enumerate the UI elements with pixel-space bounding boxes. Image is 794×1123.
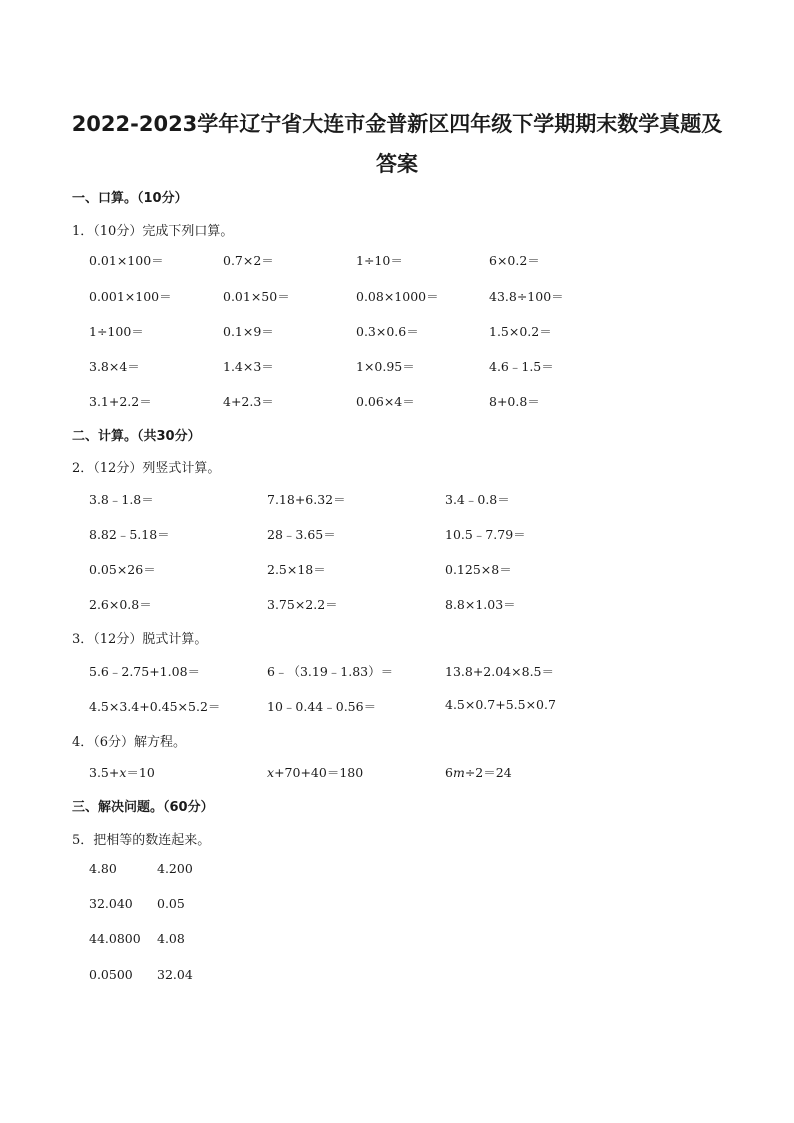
q5-left-number: 0.0500 — [89, 967, 133, 982]
equation-variable: x — [119, 765, 127, 780]
q2-row — [0, 560, 794, 578]
q1-item: 1.4×3＝ — [223, 359, 274, 374]
equation — [89, 763, 155, 781]
section-heading-3: 三、解决问题。（60分） — [72, 800, 214, 815]
q1-item: 6×0.2＝ — [489, 253, 540, 268]
q3-item: 4.5×3.4+0.45×5.2＝ — [89, 699, 221, 714]
equation — [267, 763, 363, 781]
equation-variable: m — [452, 765, 465, 780]
equation-part: 6 — [445, 765, 453, 780]
q5-right-number: 0.05 — [157, 896, 185, 911]
q2-item: 3.8﹣1.8＝ — [89, 492, 154, 507]
q1-item: 1÷100＝ — [89, 324, 144, 339]
q2-item: 28﹣3.65＝ — [267, 527, 336, 542]
q2-row — [0, 490, 794, 508]
q1-row — [0, 392, 794, 410]
title-line-2: 答案 — [376, 152, 418, 176]
q3-item: 10﹣0.44﹣0.56＝ — [267, 699, 377, 714]
q3-item: 4.5×0.7+5.5×0.7 — [445, 697, 556, 712]
q5-right-number: 4.200 — [157, 861, 193, 876]
q2-item: 2.6×0.8＝ — [89, 597, 152, 612]
q5-right-number: 32.04 — [157, 967, 193, 982]
q2-item: 0.05×26＝ — [89, 562, 156, 577]
title-line-1: 2022-2023学年辽宁省大连市金普新区四年级下学期期末数学真题及 — [71, 112, 723, 136]
q2-row — [0, 525, 794, 543]
q5-right-number: 4.08 — [157, 931, 185, 946]
q1-item: 0.3×0.6＝ — [356, 324, 419, 339]
q1-row — [0, 287, 794, 305]
q2-item: 8.8×1.03＝ — [445, 597, 516, 612]
equation — [445, 763, 512, 781]
q1-item: 4+2.3＝ — [223, 394, 274, 409]
q1-row — [0, 357, 794, 375]
q5-left-number: 44.0800 — [89, 931, 141, 946]
q1-item: 0.08×1000＝ — [356, 289, 439, 304]
q5-row — [0, 967, 794, 985]
section-heading-2: 二、计算。（共30分） — [72, 429, 201, 444]
q4-row — [0, 763, 794, 781]
q2-item: 2.5×18＝ — [267, 562, 326, 577]
question-5: 5．把相等的数连起来。 — [72, 833, 211, 848]
equation-variable: x — [267, 765, 275, 780]
q5-row — [0, 896, 794, 914]
section-heading-1: 一、口算。（10分） — [72, 191, 188, 206]
question-1: 1．（10分）完成下列口算。 — [72, 224, 234, 239]
q2-item: 0.125×8＝ — [445, 562, 512, 577]
q5-left-number: 32.040 — [89, 896, 133, 911]
q1-item: 4.6﹣1.5＝ — [489, 359, 554, 374]
equation-part: ＝10 — [126, 765, 155, 780]
q2-item: 7.18+6.32＝ — [267, 492, 346, 507]
equation-part: 3.5+ — [89, 765, 120, 780]
q5-row — [0, 931, 794, 949]
q5-left-number: 4.80 — [89, 861, 117, 876]
q2-item: 8.82﹣5.18＝ — [89, 527, 170, 542]
q1-row — [0, 251, 794, 269]
q1-item: 8+0.8＝ — [489, 394, 540, 409]
q1-item: 3.1+2.2＝ — [89, 394, 152, 409]
q1-row — [0, 322, 794, 340]
q3-item: 5.6﹣2.75+1.08＝ — [89, 664, 201, 679]
q1-item: 3.8×4＝ — [89, 359, 140, 374]
q3-row — [0, 697, 794, 715]
q1-item: 1÷10＝ — [356, 253, 403, 268]
q3-item: 13.8+2.04×8.5＝ — [445, 664, 554, 679]
equation-part: +70+40＝180 — [274, 765, 364, 780]
q2-item: 3.75×2.2＝ — [267, 597, 338, 612]
equation-part: ÷2＝24 — [464, 765, 512, 780]
q2-item: 10.5﹣7.79＝ — [445, 527, 526, 542]
question-4: 4．（6分）解方程。 — [72, 735, 187, 750]
q1-item: 0.7×2＝ — [223, 253, 274, 268]
q2-item: 3.4﹣0.8＝ — [445, 492, 510, 507]
q1-item: 0.1×9＝ — [223, 324, 274, 339]
q1-item: 43.8÷100＝ — [489, 289, 564, 304]
q1-item: 1×0.95＝ — [356, 359, 415, 374]
q3-item: 6﹣（3.19﹣1.83）＝ — [267, 664, 394, 679]
q3-row — [0, 662, 794, 680]
question-2: 2．（12分）列竖式计算。 — [72, 461, 221, 476]
q2-row — [0, 595, 794, 613]
q1-item: 0.001×100＝ — [89, 289, 172, 304]
q1-item: 0.06×4＝ — [356, 394, 415, 409]
q5-row — [0, 861, 794, 879]
document-title — [60, 104, 734, 184]
q1-item: 0.01×50＝ — [223, 289, 290, 304]
q1-item: 0.01×100＝ — [89, 253, 164, 268]
q1-item: 1.5×0.2＝ — [489, 324, 552, 339]
question-3: 3．（12分）脱式计算。 — [72, 632, 208, 647]
